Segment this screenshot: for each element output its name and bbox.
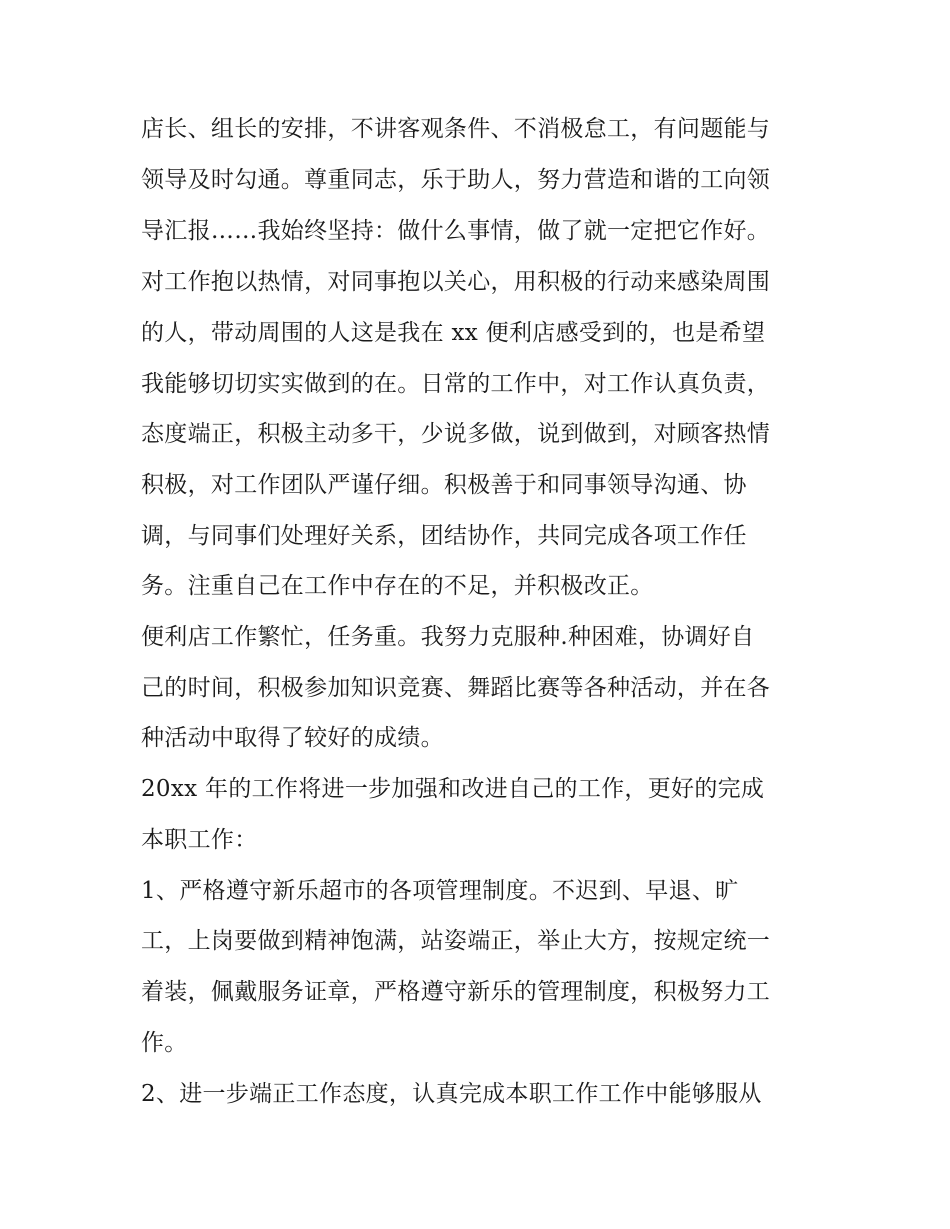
- text-line: 着装，佩戴服务证章，严格遵守新乐的管理制度，积极努力工: [141, 979, 771, 1005]
- text-line: 导汇报……我始终坚持：做什么事情，做了就一定把它作好。: [141, 218, 771, 244]
- text-line: 态度端正，积极主动多干，少说多做，说到做到，对顾客热情: [141, 421, 771, 447]
- text-line: 对工作抱以热情，对同事抱以关心，用积极的行动来感染周围: [141, 269, 771, 295]
- text-line: 调，与同事们处理好关系，团结协作，共同完成各项工作任: [141, 523, 747, 549]
- text-line: 店长、组长的安排，不讲客观条件、不消极怠工，有问题能与: [141, 116, 771, 142]
- text-line: 20xx 年的工作将进一步加强和改进自己的工作，更好的完成: [141, 776, 765, 802]
- text-line: 务。注重自己在工作中存在的不足，并积极改正。: [141, 573, 654, 599]
- text-line: 1、严格遵守新乐超市的各项管理制度。不迟到、早退、旷: [141, 878, 739, 904]
- text-line: 积极，对工作团队严谨仔细。积极善于和同事领导沟通、协: [141, 472, 747, 498]
- text-line: 本职工作：: [141, 827, 258, 853]
- text-line: 领导及时勾通。尊重同志，乐于助人，努力营造和谐的工向领: [141, 167, 771, 193]
- text-line: 工，上岗要做到精神饱满，站姿端正，举止大方，按规定统一: [141, 928, 771, 954]
- text-line: 种活动中取得了较好的成绩。: [141, 725, 444, 751]
- text-line: 2、进一步端正工作态度，认真完成本职工作工作中能够服从: [141, 1081, 762, 1107]
- text-line: 我能够切切实实做到的在。日常的工作中，对工作认真负责，: [141, 371, 771, 397]
- text-line: 的人，带动周围的人这是我在 xx 便利店感受到的，也是希望: [141, 320, 766, 346]
- text-line: 作。: [141, 1030, 188, 1056]
- text-line: 便利店工作繁忙，任务重。我努力克服种.种困难，协调好自: [141, 624, 755, 650]
- text-line: 己的时间，积极参加知识竞赛、舞蹈比赛等各种活动，并在各: [141, 675, 771, 701]
